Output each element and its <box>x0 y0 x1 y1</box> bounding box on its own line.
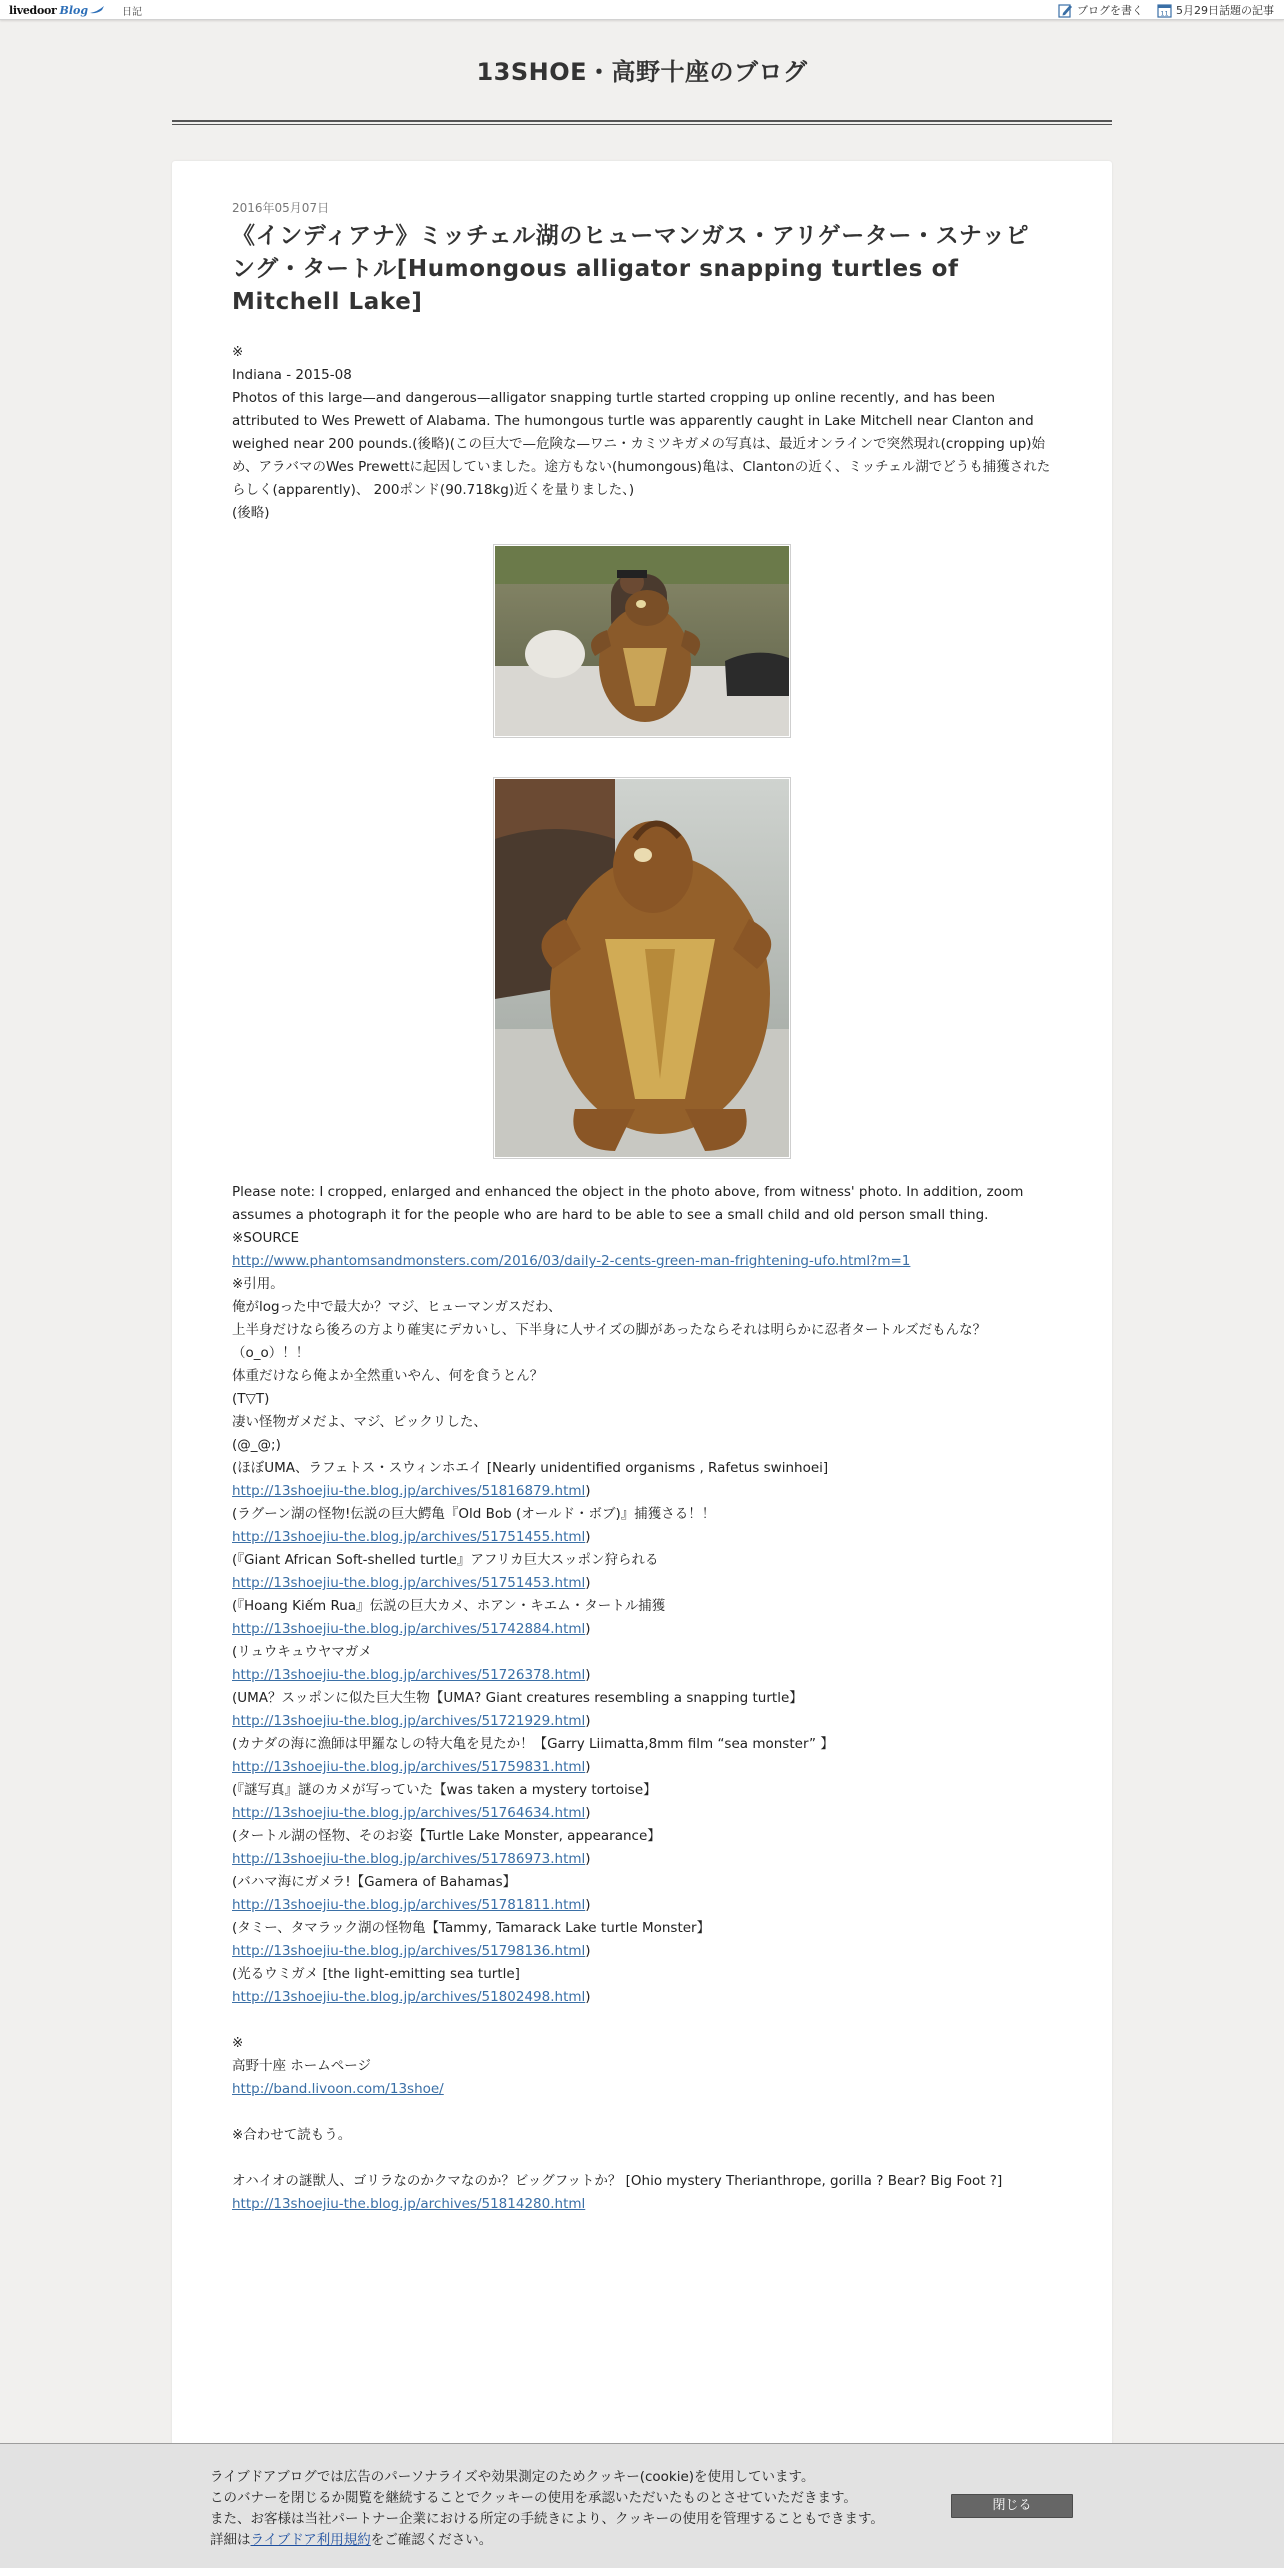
article-content <box>232 199 1052 2216</box>
trending-articles-label: 5月29日話題の記事 <box>1176 4 1274 17</box>
related-link[interactable]: http://13shoejiu-the.blog.jp/archives/51816879.html <box>232 1483 586 1499</box>
calendar-day-number: 11 <box>1160 9 1169 17</box>
read-also-title: オハイオの謎獣人、ゴリラなのかクマなのか？ビッグフットか？ [Ohio mystery Therianthrope, gorilla ? Bear? Big Foot ?] <box>232 2173 1003 2189</box>
comment-line: 上半身だけなら後ろの方より確実にデカいし、下半身に人サイズの脚があったならそれは明らかに忍者タートルズだもんな？（o_o）！！ <box>232 1322 987 1361</box>
source-link[interactable]: http://www.phantomsandmonsters.com/2016/03/daily-2-cents-green-man-frightening-ufo.html?m=1 <box>232 1253 911 1269</box>
cookie-banner <box>0 2443 1284 2568</box>
post-title[interactable]: 《インディアナ》ミッチェル湖のヒューマンガス・アリゲーター・スナッピング・タートル[Humongous alligator snapping turtles of Mitchell Lake] <box>232 223 1030 315</box>
related-title: (リュウキュウヤマガメ <box>232 1644 372 1660</box>
comment-line: (T▽T) <box>232 1391 270 1407</box>
cookie-line: また、お客様は当社パートナー企業における所定の手続きにより、クッキーの使用を管理することもできます。 <box>210 2511 884 2527</box>
cookie-line: このバナーを閉じるか閲覧を継続することでクッキーの使用を承認いただいたものとさせていただきます。 <box>210 2490 857 2506</box>
cookie-details-prefix: 詳細は <box>210 2532 251 2548</box>
top-right-menu <box>1058 1 1274 19</box>
source-label: ※SOURCE <box>232 1230 300 1246</box>
homepage-label: 高野十座 ホームページ <box>232 2058 372 2074</box>
related-link[interactable]: http://13shoejiu-the.blog.jp/archives/51751455.html <box>232 1529 586 1545</box>
related-link[interactable]: http://13shoejiu-the.blog.jp/archives/51786973.html <box>232 1851 586 1867</box>
nav-diary-link[interactable]: 日記 <box>122 7 142 18</box>
related-title: (『謎写真』謎のカメが写っていた【was taken a mystery tortoise】 <box>232 1782 657 1798</box>
related-title: (カナダの海に漁師は甲羅なしの特大亀を見たか！【Garry Liimatta,8mm film “sea monster” 】 <box>232 1736 834 1752</box>
cookie-close-button[interactable]: 閉じる <box>951 2494 1073 2518</box>
related-title: (UMA？スッポンに似た巨大生物【UMA? Giant creatures resembling a snapping turtle】 <box>232 1690 803 1706</box>
cookie-text <box>210 2467 884 2551</box>
related-link[interactable]: http://13shoejiu-the.blog.jp/archives/51798136.html <box>232 1943 586 1959</box>
related-link[interactable]: http://13shoejiu-the.blog.jp/archives/51726378.html <box>232 1667 586 1683</box>
intro-body: Photos of this large—and dangerous—alligator snapping turtle started cropping up online recently, and has been attributed to Wes Prewett of Alabama. The humongous turtle was apparently caught in Lake Mitchell near Clanton and weighed near 200 pounds.(後略)(この巨大で—危険な—ワニ・カミツキガメの写真は、最近オンラインで突然現れ(cropping up)始め、アラバマのWes Prewettに起因していました。途方もない(humongous)亀は、Clantonの近く、ミッチェル湖でどうも捕獲されたらしく(apparently)、 200ポンド(90.718kg)近くを量りました、) <box>232 390 1051 498</box>
calendar-icon <box>1157 3 1172 18</box>
turtle-photo-1[interactable] <box>493 544 791 738</box>
photo-1-wrap <box>232 544 1052 742</box>
title-divider <box>172 120 1112 125</box>
cookie-line: ライブドアブログでは広告のパーソナライズや効果測定のためクッキー(cookie)を使用しています。 <box>210 2469 815 2485</box>
terms-of-use-link[interactable]: ライブドア利用規約 <box>250 2532 371 2548</box>
article-card <box>172 161 1112 2568</box>
related-link[interactable]: http://13shoejiu-the.blog.jp/archives/51742884.html <box>232 1621 586 1637</box>
related-title: (ラグーン湖の怪物!伝説の巨大鰐亀『Old Bob (オールド・ボブ)』捕獲さる！！ <box>232 1506 716 1522</box>
intro-location: Indiana - 2015-08 <box>232 367 352 383</box>
turtle-photo-2[interactable] <box>493 777 791 1159</box>
footer-mark: ※ <box>232 2035 244 2051</box>
intro-mark: ※ <box>232 344 244 360</box>
post-date: 2016年05月07日 <box>232 201 330 215</box>
comment-line: 体重だけなら俺よか全然重いやん、何を食うとん？ <box>232 1368 544 1384</box>
intro-omitted: (後略) <box>232 505 270 521</box>
related-link[interactable]: http://13shoejiu-the.blog.jp/archives/51759831.html <box>232 1759 586 1775</box>
related-link[interactable]: http://13shoejiu-the.blog.jp/archives/51751453.html <box>232 1575 586 1591</box>
read-also-link[interactable]: http://13shoejiu-the.blog.jp/archives/51814280.html <box>232 2196 586 2212</box>
top-bar <box>0 0 1284 20</box>
livedoor-blog-logo[interactable] <box>9 2 105 18</box>
related-link[interactable]: http://13shoejiu-the.blog.jp/archives/51802498.html <box>232 1989 586 2005</box>
cookie-line-details <box>210 2530 884 2551</box>
related-title: (タートル湖の怪物、そのお姿【Turtle Lake Monster, appearance】 <box>232 1828 661 1844</box>
turtle-photo-1-image <box>495 546 789 736</box>
related-title: (光るウミガメ [the light-emitting sea turtle] <box>232 1966 520 1982</box>
logo-swoosh-icon <box>89 5 105 15</box>
logo-livedoor-text: livedoor <box>9 3 57 17</box>
quote-label: ※引用。 <box>232 1276 284 1292</box>
write-blog-link[interactable] <box>1058 2 1143 18</box>
write-blog-label: ブログを書く <box>1077 4 1143 17</box>
blog-title[interactable]: 13SHOE・高野十座のブログ <box>476 58 808 86</box>
related-title: (『Giant African Soft-shelled turtle』アフリカ巨大スッポン狩られる <box>232 1552 659 1568</box>
photo-2-wrap <box>232 777 1052 1163</box>
trending-articles-link[interactable] <box>1157 2 1274 18</box>
comment-line: 凄い怪物ガメだよ、マジ、ビックリした、 <box>232 1414 487 1430</box>
photo-note: Please note: I cropped, enlarged and enhanced the object in the photo above, from witness' photo. In addition, zoom assumes a photograph it for the people who are hard to be able to see a small child and old person small thing. <box>232 1184 1024 1223</box>
homepage-link[interactable]: http://band.livoon.com/13shoe/ <box>232 2081 444 2097</box>
related-link[interactable]: http://13shoejiu-the.blog.jp/archives/51721929.html <box>232 1713 586 1729</box>
related-title: (バハマ海にガメラ!【Gamera of Bahamas】 <box>232 1874 517 1890</box>
related-link[interactable]: http://13shoejiu-the.blog.jp/archives/51764634.html <box>232 1805 586 1821</box>
related-title: (ほぼUMA、ラフェトス・スウィンホエイ [Nearly unidentified organisms , Rafetus swinhoei] <box>232 1460 829 1476</box>
logo-blog-text: Blog <box>59 3 89 17</box>
related-link[interactable]: http://13shoejiu-the.blog.jp/archives/51781811.html <box>232 1897 586 1913</box>
turtle-photo-2-image <box>495 779 789 1157</box>
pencil-note-icon <box>1058 3 1073 18</box>
comment-line: (@_@;) <box>232 1437 281 1453</box>
comment-line: 俺がlogった中で最大か？マジ、ヒューマンガスだわ、 <box>232 1299 562 1315</box>
related-articles-list: (ほぼUMA、ラフェトス・スウィンホエイ [Nearly unidentified organisms , Rafetus swinhoei] http://13shoejiu-the.blog.jp/archives/51816879.html) (ラグーン湖の怪物!伝説の巨大鰐亀『Old Bob (オールド・ボブ)』捕獲さる！！ http://13shoejiu-the.blog.jp/archives/51751455.html) (『Giant African Soft-shelled turtle』アフリカ巨大スッポン狩られる http://13shoejiu-the.blog.jp/archives/51751453.html) (『Hoang Kiếm Rua』伝説の巨大カメ、ホアン・キエム・タートル捕獲 http://13shoejiu-the.blog.jp/archives/51742884.html) (リュウキュウヤマガメ http://13shoejiu-the.blog.jp/archives/51726378.html) (UMA？スッポンに似た巨大生物【UMA? Giant creatures resembling a snapping turtle】 http://13shoejiu-the.blog.jp/archives/51721929.html) (カナダの海に漁師は甲羅なしの特大亀を見たか！【Garry Liimatta,8mm film “sea monster” 】 http://13shoejiu-the.blog.jp/archives/51759831.html) (『謎写真』謎のカメが写っていた【was taken a mystery tortoise】 http://13shoejiu-the.blog.jp/archives/51764634.html) (タートル湖の怪物、そのお姿【Turtle Lake Monster, appearance】 http://13shoejiu-the.blog.jp/archives/51786973.html) (バハマ海にガメラ!【Gamera of Bahamas】 http://13shoejiu-the.blog.jp/archives/51781811.html) (タミー、タマラック湖の怪物亀【Tammy, Tamarack Lake turtle Monster】 http://13shoejiu-the.blog.jp/archives/51798136.html) (光るウミガメ [the light-emitting sea turtle] http://13shoejiu-the.blog.jp/archives/51802498.html) <box>232 1457 1052 2009</box>
related-title: (『Hoang Kiếm Rua』伝説の巨大カメ、ホアン・キエム・タートル捕獲 <box>232 1598 666 1614</box>
cookie-details-suffix: をご確認ください。 <box>370 2532 493 2548</box>
read-also-label: ※合わせて読もう。 <box>232 2127 352 2143</box>
related-title: (タミー、タマラック湖の怪物亀【Tammy, Tamarack Lake turtle Monster】 <box>232 1920 711 1936</box>
